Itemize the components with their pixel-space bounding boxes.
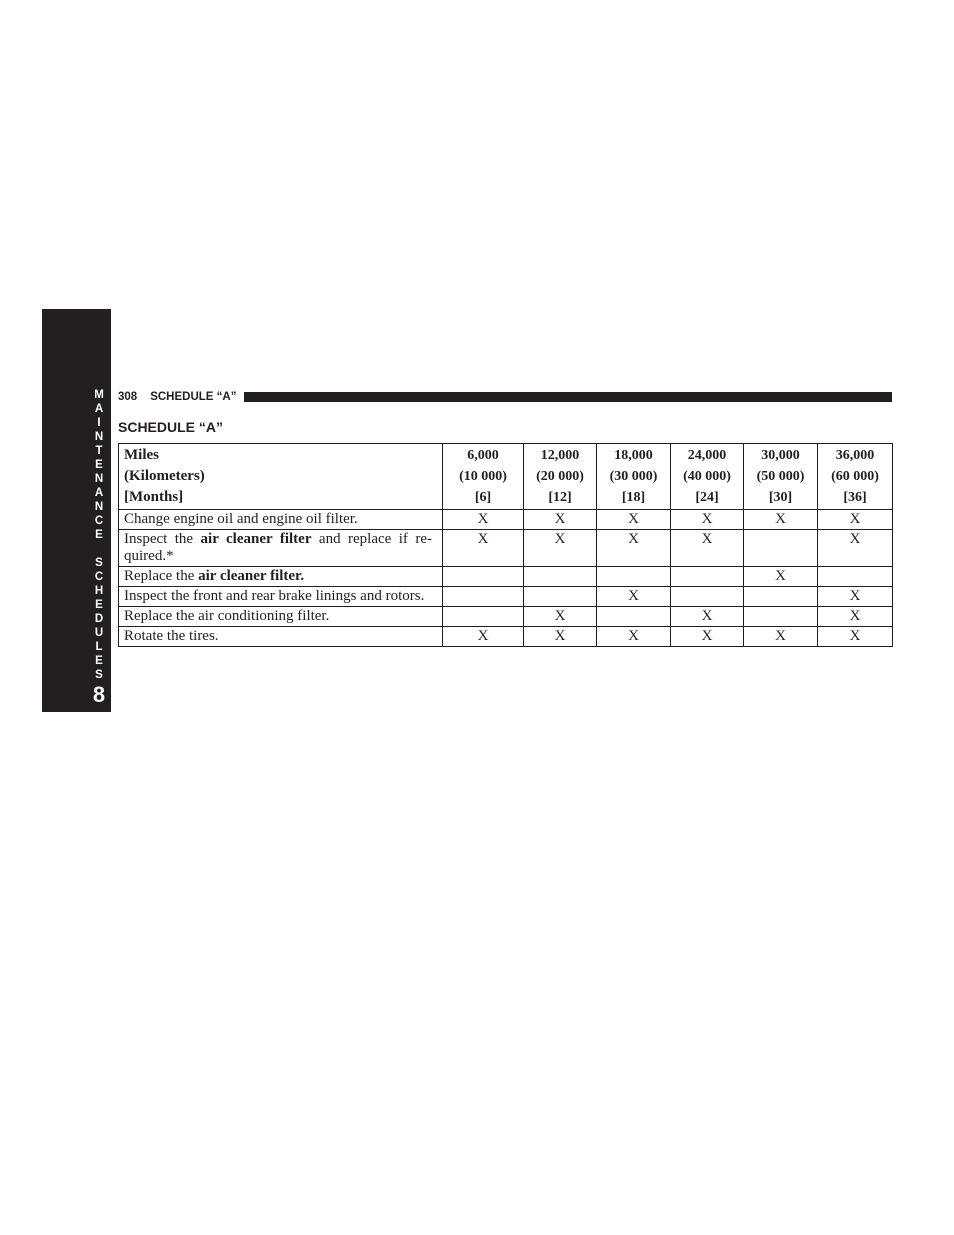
interval-km: (10 000) (459, 469, 507, 484)
schedule-mark-cell (443, 607, 524, 627)
schedule-mark-cell (524, 567, 597, 587)
side-tab-letter: A (94, 403, 104, 415)
table-row (119, 627, 893, 647)
schedule-mark-cell: X (524, 627, 597, 647)
schedule-mark-cell: X (818, 607, 893, 627)
task-text-pre: Replace the (124, 568, 199, 584)
task-text-pre: Change engine oil and engine oil filter. (124, 511, 358, 527)
schedule-mark-cell (744, 607, 818, 627)
side-tab-letter: U (94, 627, 104, 639)
interval-header (597, 444, 671, 510)
side-tab-letter: E (95, 459, 103, 471)
interval-months: [6] (474, 490, 492, 505)
running-header-title: SCHEDULE “A” (150, 391, 237, 403)
interval-header (524, 444, 597, 510)
interval-miles: 6,000 (467, 448, 499, 463)
side-tab-letter: I (97, 417, 101, 429)
schedule-mark-cell: X (443, 627, 524, 647)
interval-header (818, 444, 893, 510)
table-row (119, 510, 893, 530)
task-text-bold: air cleaner filter. (198, 568, 305, 584)
table-row (119, 530, 893, 567)
schedule-mark-cell: X (744, 510, 818, 530)
interval-km: (50 000) (756, 469, 805, 484)
task-text-bold: air cleaner filter (200, 531, 312, 547)
table-body (119, 510, 893, 647)
side-tab-letter: N (94, 501, 104, 513)
schedule-mark-cell: X (443, 530, 524, 567)
schedule-mark-cell: X (597, 587, 671, 607)
interval-km: (30 000) (609, 469, 658, 484)
schedule-mark-cell (443, 587, 524, 607)
page-number: 308 (118, 391, 138, 403)
schedule-mark-cell (744, 530, 818, 567)
schedule-mark-cell: X (818, 530, 893, 567)
side-tab-letter: E (95, 599, 103, 611)
task-cell (119, 627, 443, 647)
schedule-mark-cell: X (744, 567, 818, 587)
schedule-mark-cell: X (744, 627, 818, 647)
interval-months: [18] (621, 490, 646, 505)
table-row (119, 607, 893, 627)
schedule-mark-cell (597, 607, 671, 627)
side-tab-label (90, 388, 108, 682)
task-text-pre: Inspect the front and rear brake linings and rotors. (124, 588, 425, 604)
interval-miles: 24,000 (687, 448, 727, 463)
side-tab-letter: M (94, 389, 104, 401)
chapter-number: 8 (92, 682, 106, 707)
schedule-mark-cell: X (443, 510, 524, 530)
schedule-mark-cell: X (818, 627, 893, 647)
header-miles-label: Miles (124, 447, 159, 463)
side-tab-letter: A (94, 487, 104, 499)
side-tab-letter: D (94, 613, 104, 625)
schedule-mark-cell: X (671, 627, 744, 647)
schedule-mark-cell (597, 567, 671, 587)
schedule-mark-cell: X (671, 607, 744, 627)
schedule-mark-cell (671, 567, 744, 587)
header-rule (244, 392, 892, 402)
side-tab-letter: N (94, 431, 104, 443)
schedule-mark-cell (818, 567, 893, 587)
interval-header (744, 444, 818, 510)
schedule-mark-cell: X (524, 530, 597, 567)
running-header (118, 389, 892, 405)
side-tab-letter: L (95, 641, 103, 653)
table-header-row (119, 444, 893, 510)
schedule-mark-cell: X (818, 587, 893, 607)
maintenance-schedule-table (118, 443, 893, 647)
side-tab-letter: H (94, 585, 104, 597)
interval-months: [30] (768, 490, 793, 505)
task-cell (119, 607, 443, 627)
interval-months: [24] (695, 490, 719, 505)
side-tab-letter: N (94, 473, 104, 485)
task-text-post: and replace if re-quired.* (124, 531, 433, 564)
interval-miles: 30,000 (761, 448, 800, 463)
interval-km: (40 000) (683, 469, 731, 484)
side-tab-letter: S (95, 669, 103, 681)
section-title: SCHEDULE “A” (118, 419, 224, 435)
task-text-pre: Inspect the (124, 531, 201, 547)
side-tab-letter: T (95, 445, 103, 457)
side-tab-letter: E (95, 655, 103, 667)
schedule-mark-cell (671, 587, 744, 607)
side-tab-letter: E (95, 529, 103, 541)
task-cell (119, 567, 443, 587)
schedule-mark-cell: X (671, 510, 744, 530)
schedule-mark-cell: X (597, 530, 671, 567)
side-tab-letter: C (94, 515, 104, 527)
interval-miles: 36,000 (835, 448, 875, 463)
side-tab-letter: S (95, 557, 103, 569)
task-cell (119, 510, 443, 530)
table-row (119, 587, 893, 607)
interval-km: (60 000) (831, 469, 879, 484)
side-tab-letter: C (94, 571, 104, 583)
schedule-mark-cell: X (597, 627, 671, 647)
interval-months: [36] (843, 490, 867, 505)
interval-miles: 12,000 (540, 448, 580, 463)
interval-miles: 18,000 (614, 448, 653, 463)
interval-header (443, 444, 524, 510)
schedule-mark-cell (524, 587, 597, 607)
task-text-pre: Rotate the tires. (124, 628, 219, 644)
interval-months: [12] (548, 490, 572, 505)
header-months-label: [Months] (124, 489, 184, 505)
header-kilometers-label: (Kilometers) (124, 468, 205, 484)
schedule-mark-cell: X (597, 510, 671, 530)
interval-km: (20 000) (536, 469, 584, 484)
schedule-mark-cell: X (818, 510, 893, 530)
task-cell (119, 530, 443, 567)
task-cell (119, 587, 443, 607)
task-text-pre: Replace the air conditioning filter. (124, 608, 330, 624)
schedule-mark-cell (744, 587, 818, 607)
header-labels-cell (119, 444, 443, 510)
schedule-mark-cell: X (671, 530, 744, 567)
table-row (119, 567, 893, 587)
schedule-mark-cell (443, 567, 524, 587)
interval-header (671, 444, 744, 510)
schedule-mark-cell: X (524, 607, 597, 627)
schedule-mark-cell: X (524, 510, 597, 530)
